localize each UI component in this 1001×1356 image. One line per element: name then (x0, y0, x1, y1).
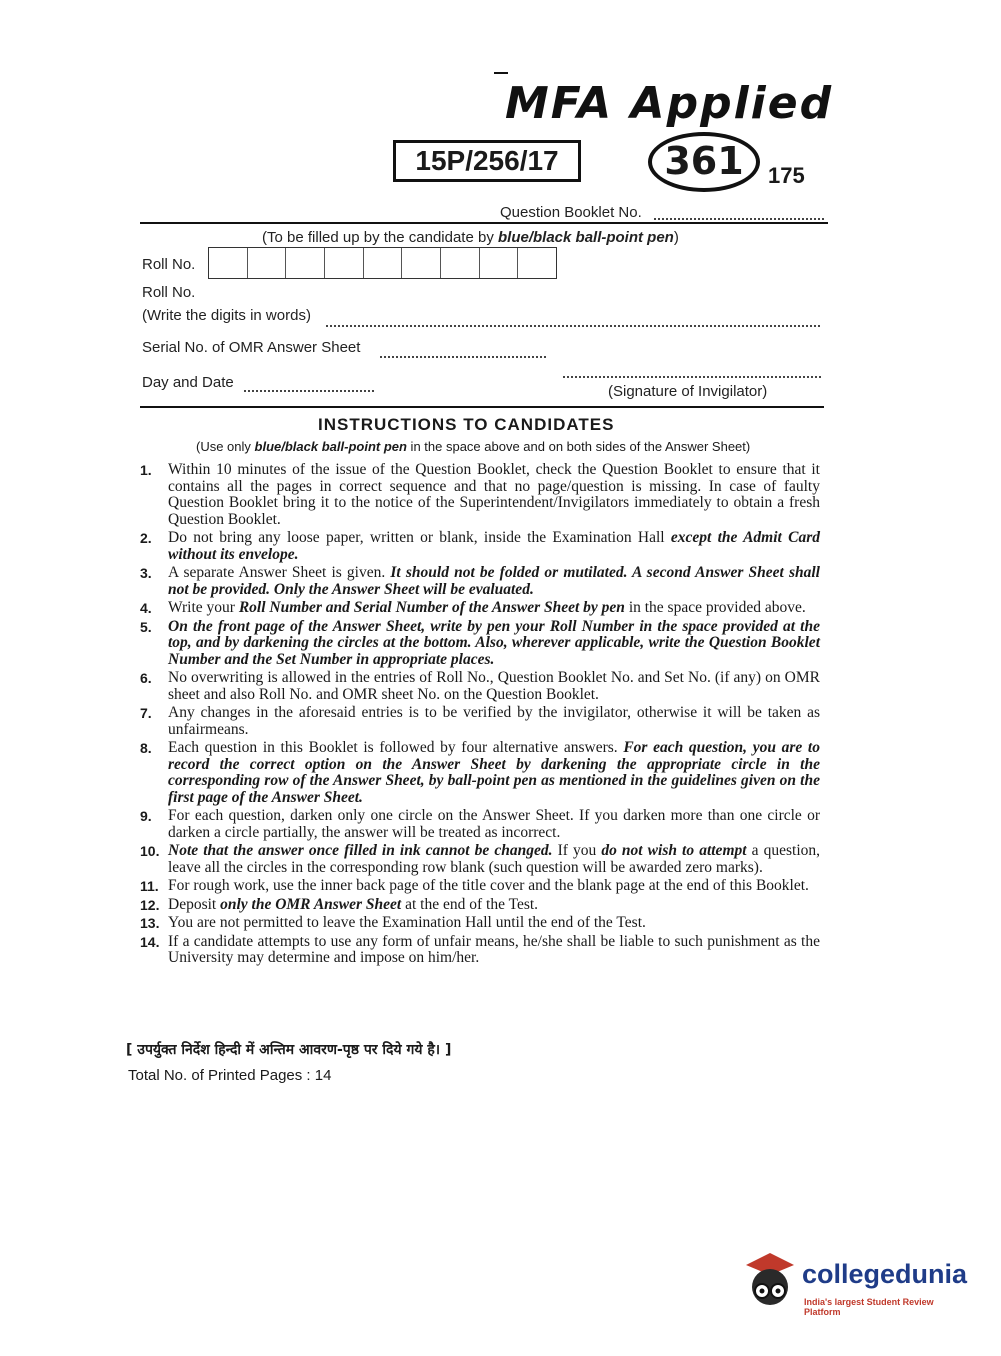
instruction-text: Note that the answer once filled in ink cannot be changed. If you do not wish to attempt a question, leave all the circles in the corresponding row blank (such question will be awarded zero marks). (168, 842, 821, 876)
instruction-text: Within 10 minutes of the issue of the Question Booklet, check the Question Booklet to ensure that it contains all the pages in correct sequence and that no page/question is missing. In case of faulty Question Booklet bring it to the notice of the Superintendent/Invigilators immediately to obtain a fresh Question Booklet. (168, 461, 820, 528)
instruction-number: 1. (140, 462, 152, 478)
collegedunia-watermark (742, 1247, 972, 1317)
instruction-text: For each question, darken only one circle on the Answer Sheet. If you darken more than one circle or darken a circle partially, the answer will be treated as incorrect. (168, 807, 820, 841)
roll-no-words-hint: (Write the digits in words) (142, 307, 311, 324)
instruction-number: 13. (140, 915, 160, 931)
circled-number (648, 132, 760, 192)
top-rule (140, 222, 828, 224)
instruction-item (140, 934, 820, 967)
instruction-item (140, 565, 820, 598)
roll-no-words-field[interactable] (326, 325, 820, 327)
instruction-item (140, 843, 820, 876)
paper-code: 15P/256/17 (415, 145, 559, 176)
paper-code-box (393, 140, 581, 182)
fill-note: (To be filled up by the candidate by blue/black ball-point pen) (262, 229, 679, 246)
instruction-item (140, 878, 820, 895)
instruction-number: 6. (140, 670, 152, 686)
hindi-note: [ उपर्युक्त निर्देश हिन्दी में अन्तिम आवरण-पृष्ठ पर दिये गये है। ] (126, 1042, 452, 1058)
instruction-item (140, 897, 820, 914)
handwritten-title: MFA Applied (505, 78, 834, 129)
instruction-item (140, 915, 820, 932)
instruction-number: 9. (140, 808, 152, 824)
instruction-item (140, 462, 820, 528)
instruction-text: You are not permitted to leave the Examination Hall until the end of the Test. (168, 914, 646, 931)
instruction-item (140, 619, 820, 669)
instructions-heading: INSTRUCTIONS TO CANDIDATES (318, 415, 615, 434)
brand-tagline: India's largest Student Review Platform (804, 1297, 934, 1317)
instructions-subheading: (Use only blue/black ball-point pen in the space above and on both sides of the Answer Sheet) (196, 439, 751, 454)
instruction-text: Any changes in the aforesaid entries is to be verified by the invigilator, otherwise it will be taken as unfairmeans. (168, 704, 820, 738)
instruction-text: Each question in this Booklet is followed by four alternative answers. For each question, you are to record the correct option on the Answer Sheet by darkening the appropriate circle in the corresponding row of the Answer Sheet, by ball-point pen as mentioned in the guidelines given on the first page of the Answer Sheet. (168, 739, 820, 806)
instruction-number: 5. (140, 618, 152, 635)
instruction-number: 4. (140, 600, 152, 616)
total-pages: Total No. of Printed Pages : 14 (128, 1067, 332, 1084)
omr-serial-field[interactable] (380, 356, 546, 358)
circled-number-text: 361 (664, 139, 744, 183)
instruction-item (140, 600, 820, 617)
pen-mark (494, 72, 508, 74)
instruction-number: 11. (140, 878, 159, 894)
instruction-number: 14. (140, 933, 160, 950)
question-booklet-field[interactable] (654, 218, 824, 220)
instruction-text: On the front page of the Answer Sheet, write by pen your Roll Number in the space provided at the top, and by darkening the circles at the bottom. Also, wherever applicable, write the Question Booklet Number and the Set Number in appropriate places. (168, 617, 820, 668)
instruction-text: If a candidate attempts to use any form of unfair means, he/she shall be liable to such punishment as the University may determine and impose on him/her. (168, 932, 820, 966)
roll-no-boxes[interactable] (208, 247, 557, 279)
instruction-text: Write your Roll Number and Serial Number of the Answer Sheet by pen in the space provided above. (168, 599, 806, 616)
roll-no-label: Roll No. (142, 256, 196, 273)
instruction-text: Do not bring any loose paper, written or blank, inside the Examination Hall except the Admit Card without its envelope. (168, 529, 821, 563)
signature-line[interactable] (563, 376, 821, 378)
day-date-field[interactable] (244, 390, 374, 392)
instruction-item (140, 705, 820, 738)
page-number: 175 (768, 163, 805, 188)
day-date-label: Day and Date (142, 374, 234, 391)
instruction-text: Deposit only the OMR Answer Sheet at the end of the Test. (168, 895, 539, 913)
instruction-item (140, 670, 820, 703)
instruction-number: 7. (140, 705, 152, 721)
question-booklet-label: Question Booklet No. (500, 204, 642, 221)
instructions-list (140, 462, 820, 969)
instruction-item (140, 530, 820, 563)
roll-no-words-label: Roll No. (142, 284, 196, 301)
instruction-number: 10. (140, 843, 160, 859)
brand-name: collegedunia (802, 1259, 968, 1289)
omr-serial-label: Serial No. of OMR Answer Sheet (142, 339, 361, 356)
instruction-number: 8. (140, 740, 152, 756)
invigilator-label: (Signature of Invigilator) (608, 383, 768, 400)
instruction-number: 2. (140, 530, 152, 546)
instruction-text: No overwriting is allowed in the entries of Roll No., Question Booklet No. and Set No. (if any) on OMR sheet and also Roll No. and OMR sheet No. on the Question Booklet. (168, 669, 820, 703)
mascot-icon (742, 1247, 798, 1311)
instruction-number: 12. (140, 896, 160, 913)
instruction-item (140, 808, 820, 841)
instruction-text: A separate Answer Sheet is given. It should not be folded or mutilated. A second Answer Sheet shall not be provided. Only the Answer Sheet will be evaluated. (168, 564, 820, 598)
instruction-item (140, 740, 820, 806)
instruction-text: For rough work, use the inner back page of the title cover and the blank page at the end of this Booklet. (168, 877, 809, 894)
instruction-number: 3. (140, 565, 152, 581)
form-bottom-rule (140, 406, 824, 408)
